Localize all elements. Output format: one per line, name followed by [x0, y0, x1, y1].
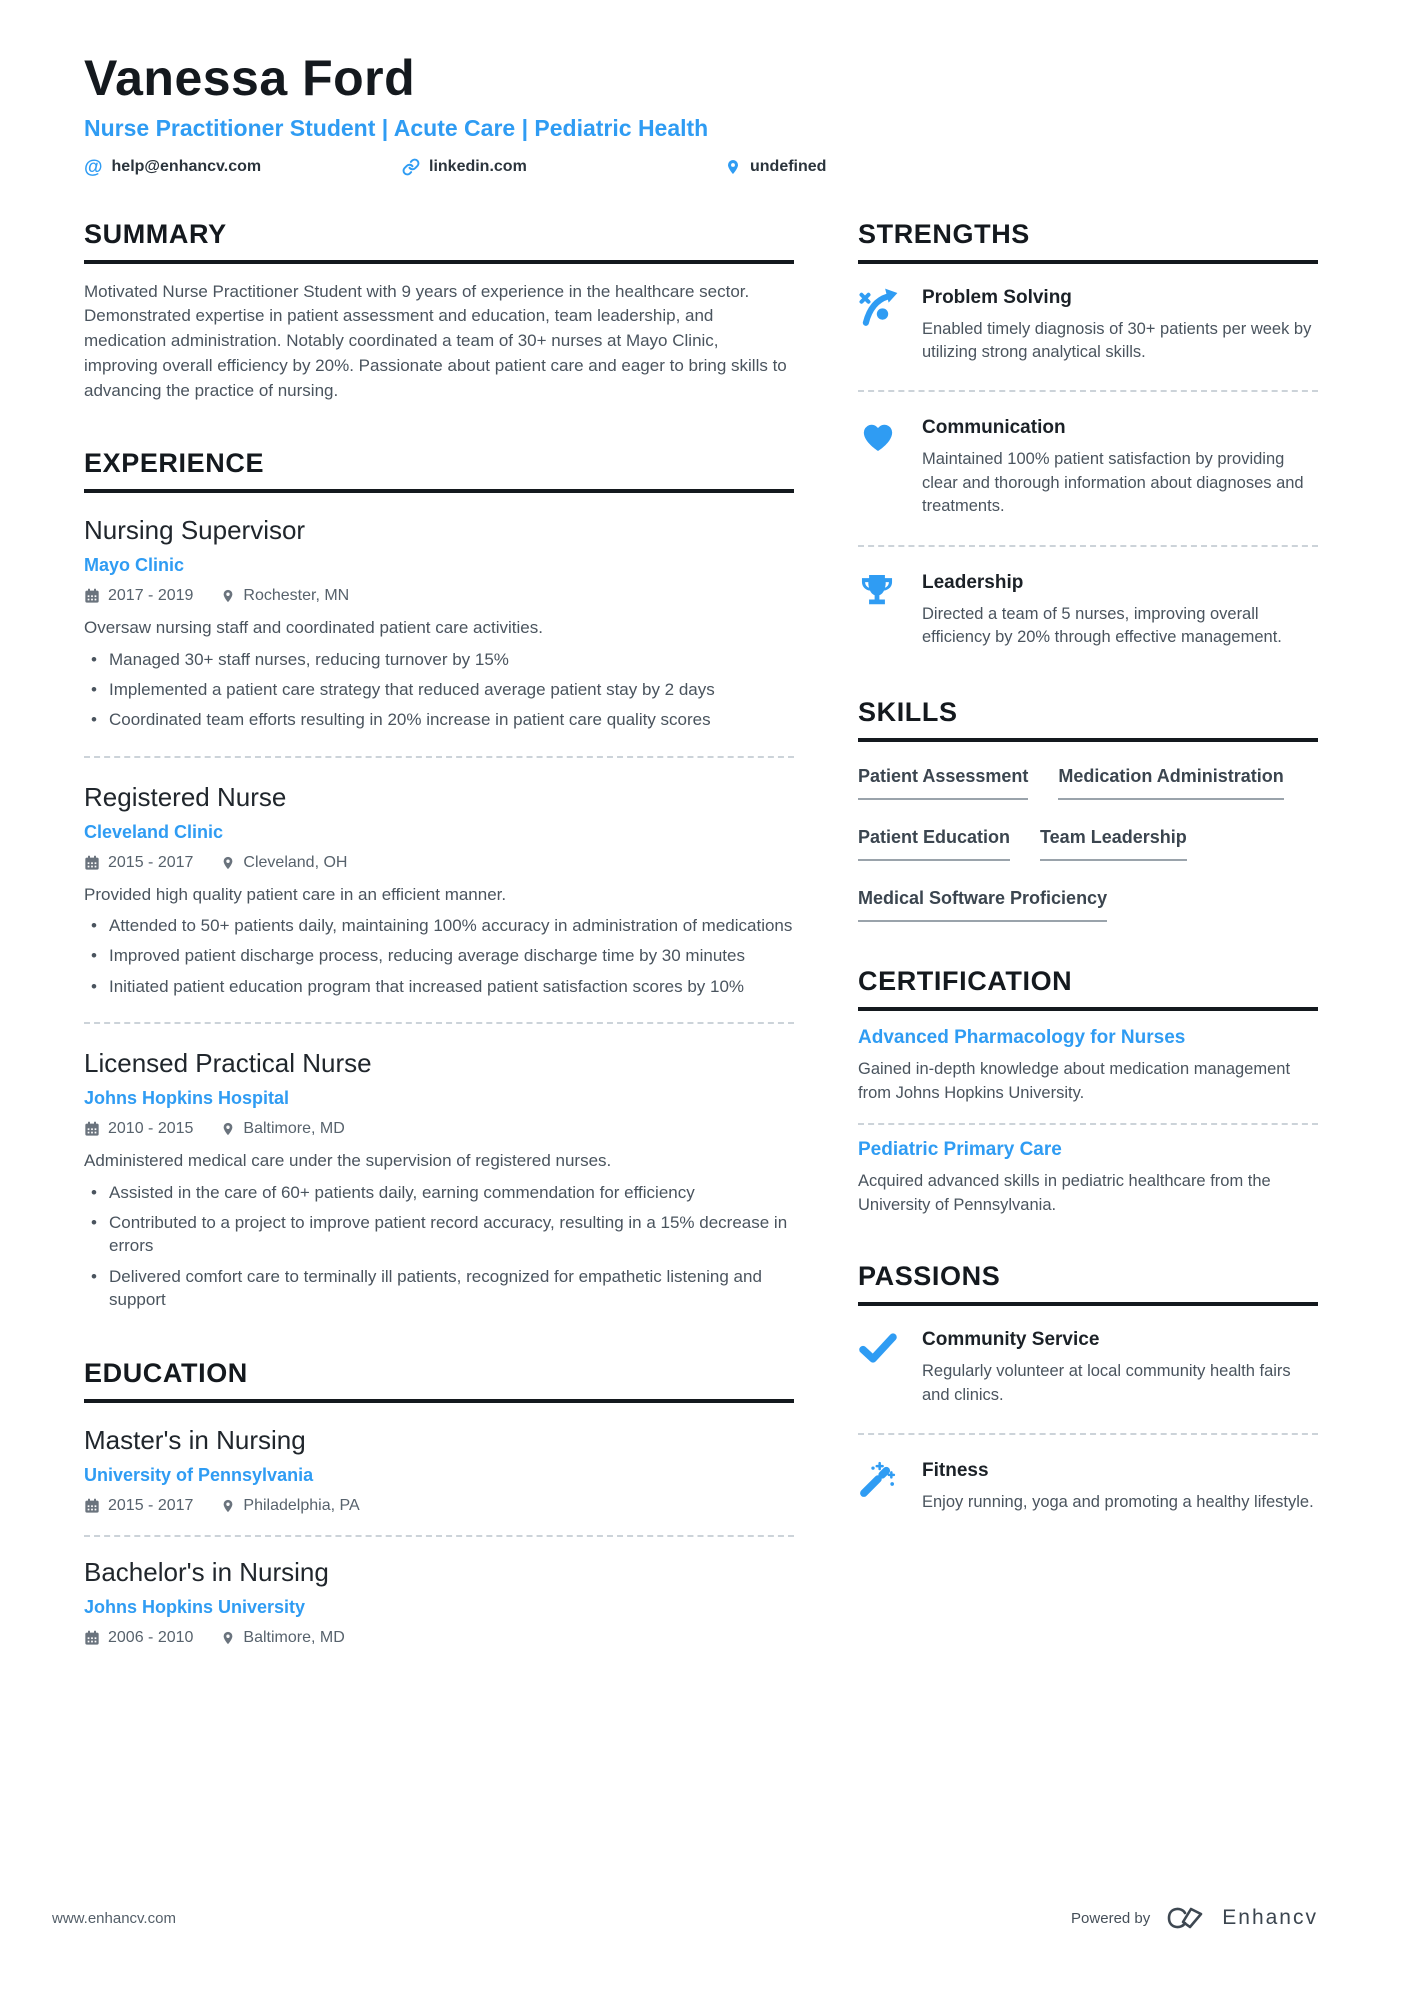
certification-text: Acquired advanced skills in pediatric healthcare from the University of Pennsylvania.: [858, 1172, 1271, 1214]
education-section: [84, 1358, 794, 1649]
page-footer: [52, 1903, 1318, 1933]
contact-location: [725, 158, 826, 176]
content-columns: [0, 219, 1410, 1693]
location-pin-icon: [221, 1498, 235, 1514]
job-title: Licensed Practical Nurse: [84, 1048, 372, 1079]
skill-tag: Team Leadership: [1040, 827, 1187, 861]
strengths-heading: STRENGTHS: [858, 219, 1318, 264]
location: [221, 587, 349, 605]
bullet-list: [84, 1181, 794, 1312]
bullet-list: [84, 648, 794, 732]
summary-heading: SUMMARY: [84, 219, 794, 264]
location-text: Rochester, MN: [243, 587, 350, 605]
left-column: [84, 219, 794, 1693]
company-name: Cleveland Clinic: [84, 821, 224, 842]
check-icon: [858, 1326, 900, 1407]
certification-title: Pediatric Primary Care: [858, 1139, 1062, 1161]
bullet-item: • Assisted in the care of 60+ patients daily, earning commendation for efficiency: [84, 1181, 794, 1204]
contact-linkedin[interactable]: [402, 158, 725, 176]
date-range: [84, 1120, 193, 1138]
job-title: Registered Nurse: [84, 781, 287, 812]
strength-item: [858, 410, 1318, 522]
education-entry: [84, 1551, 794, 1649]
location-pin-icon: [221, 855, 235, 871]
bullet-item: • Managed 30+ staff nurses, reducing turnover by 15%: [84, 648, 794, 671]
entry-divider: [84, 756, 794, 758]
job-description: Oversaw nursing staff and coordinated patient care activities.: [84, 618, 543, 638]
passions-heading: PASSIONS: [858, 1261, 1318, 1306]
bullet-item: • Attended to 50+ patients daily, maintaining 100% accuracy in administration of medications: [84, 914, 794, 937]
skills-list: [858, 758, 1318, 922]
certification-title: Advanced Pharmacology for Nurses: [858, 1027, 1186, 1049]
strength-text: Enabled timely diagnosis of 30+ patients per week by utilizing strong analytical skills.: [922, 319, 1312, 361]
experience-heading: EXPERIENCE: [84, 448, 794, 493]
passion-body: [922, 1326, 1318, 1407]
at-icon: @: [84, 156, 103, 178]
resume-header: [0, 0, 1410, 177]
experience-entry: [84, 509, 794, 733]
passion-text: Regularly volunteer at local community health fairs and clinics.: [922, 1362, 1291, 1404]
school-name: Johns Hopkins University: [84, 1596, 306, 1617]
skill-tag: Patient Education: [858, 827, 1010, 861]
skill-tag: Medication Administration: [1058, 766, 1283, 800]
strength-item: [858, 565, 1318, 654]
bullet-item: • Implemented a patient care strategy that reduced average patient stay by 2 days: [84, 678, 794, 701]
bullet-item: • Contributed to a project to improve patient record accuracy, resulting in a 15% decrease in errors: [84, 1211, 794, 1258]
education-entry: [84, 1419, 794, 1517]
magic-wand-icon: [858, 1457, 900, 1514]
experience-section: [84, 448, 794, 1313]
location-pin-icon: [221, 588, 235, 604]
location: [221, 854, 347, 872]
bullet-item: • Initiated patient education program that increased patient satisfaction scores by 10%: [84, 975, 794, 998]
school-name: University of Pennsylvania: [84, 1464, 314, 1485]
experience-entry: [84, 776, 794, 1000]
degree-title: Master's in Nursing: [84, 1424, 306, 1455]
location-pin-icon: [725, 158, 741, 176]
powered-by-brand: [1071, 1903, 1318, 1933]
location-pin-icon: [221, 1121, 235, 1137]
strength-body: [922, 414, 1318, 518]
job-description: Administered medical care under the supervision of registered nurses.: [84, 1151, 612, 1171]
passion-body: [922, 1457, 1314, 1514]
link-icon: [402, 158, 420, 176]
location-text: Cleveland, OH: [243, 853, 348, 871]
job-description: Provided high quality patient care in an efficient manner.: [84, 884, 507, 904]
date-range: [84, 587, 193, 605]
contact-linkedin-text: linkedin.com: [429, 158, 527, 175]
certification-text: Gained in-depth knowledge about medication management from Johns Hopkins University.: [858, 1060, 1291, 1102]
job-title: Nursing Supervisor: [84, 515, 306, 546]
date-range: [84, 1629, 193, 1647]
right-column: [858, 219, 1318, 1693]
calendar-icon: [84, 588, 100, 604]
entry-meta: [84, 1629, 794, 1647]
strength-title: Communication: [922, 417, 1066, 439]
strength-title: Leadership: [922, 571, 1024, 593]
passion-item: [858, 1322, 1318, 1411]
trophy-icon: [858, 569, 900, 650]
location: [221, 1120, 344, 1138]
date-text: 2015 - 2017: [108, 1496, 194, 1514]
strategy-icon: [858, 284, 900, 365]
location: [221, 1497, 359, 1515]
date-text: 2006 - 2010: [108, 1628, 194, 1646]
passion-title: Fitness: [922, 1459, 989, 1481]
entry-meta: [84, 587, 794, 605]
bullet-list: [84, 914, 794, 998]
skill-tag: Patient Assessment: [858, 766, 1028, 800]
item-divider: [858, 390, 1318, 392]
location-text: Baltimore, MD: [243, 1120, 345, 1138]
summary-section: [84, 219, 794, 405]
calendar-icon: [84, 855, 100, 871]
calendar-icon: [84, 1498, 100, 1514]
entry-meta: [84, 1120, 794, 1138]
company-name: Johns Hopkins Hospital: [84, 1088, 290, 1109]
passion-title: Community Service: [922, 1329, 1100, 1351]
contact-location-text: undefined: [750, 158, 827, 175]
date-range: [84, 854, 193, 872]
contact-email-text: help@enhancv.com: [111, 158, 262, 175]
calendar-icon: [84, 1121, 100, 1137]
education-heading: EDUCATION: [84, 1358, 794, 1403]
company-name: Mayo Clinic: [84, 555, 185, 576]
bullet-item: • Delivered comfort care to terminally ill patients, recognized for empathetic listening and support: [84, 1265, 794, 1312]
strength-body: [922, 284, 1318, 365]
summary-text: Motivated Nurse Practitioner Student with 9 years of experience in the healthcare sector. Demonstrated expertise in patient assessment and education, team leadership, and medication administration. Notably coordinated a team of 30+ nurses at Mayo Clinic, improving overall efficiency by 20%. Passionate about patient care and eager to bring skills to advancing the practice of nursing.: [84, 281, 787, 401]
strength-text: Directed a team of 5 nurses, improving overall efficiency by 20% through effective management.: [922, 604, 1282, 647]
item-divider: [858, 1123, 1318, 1125]
person-headline: Nurse Practitioner Student | Acute Care | Pediatric Health: [84, 114, 709, 141]
calendar-icon: [84, 1630, 100, 1646]
certification-heading: CERTIFICATION: [858, 966, 1318, 1011]
certification-item: [858, 1027, 1318, 1105]
brand-name: Enhancv: [1222, 1906, 1318, 1929]
contact-row: [84, 158, 1318, 177]
entry-meta: [84, 1497, 794, 1515]
date-range: [84, 1497, 193, 1515]
item-divider: [858, 1433, 1318, 1435]
passion-item: [858, 1453, 1318, 1518]
person-name: Vanessa Ford: [84, 50, 416, 106]
date-text: 2017 - 2019: [108, 587, 194, 605]
entry-divider: [84, 1535, 794, 1537]
entry-meta: [84, 854, 794, 872]
certification-item: [858, 1139, 1318, 1217]
strength-text: Maintained 100% patient satisfaction by providing clear and thorough information about diagnoses and treatments.: [922, 450, 1304, 516]
skills-heading: SKILLS: [858, 697, 1318, 742]
enhancv-site-link[interactable]: www.enhancv.com: [52, 1909, 176, 1927]
entry-divider: [84, 1022, 794, 1024]
strength-body: [922, 569, 1318, 650]
location-text: Philadelphia, PA: [243, 1496, 360, 1514]
date-text: 2010 - 2015: [108, 1120, 194, 1138]
experience-entry: [84, 1042, 794, 1313]
location: [221, 1629, 344, 1647]
item-divider: [858, 545, 1318, 547]
bullet-item: • Improved patient discharge process, reducing average discharge time by 30 minutes: [84, 944, 794, 967]
passions-section: [858, 1261, 1318, 1518]
strengths-section: [858, 219, 1318, 654]
strength-item: [858, 280, 1318, 369]
skill-tag: Medical Software Proficiency: [858, 888, 1107, 922]
location-pin-icon: [221, 1630, 235, 1646]
enhancv-logo-icon: [1162, 1903, 1210, 1933]
contact-email: [84, 158, 402, 177]
degree-title: Bachelor's in Nursing: [84, 1556, 329, 1587]
passion-text: Enjoy running, yoga and promoting a healthy lifestyle.: [922, 1492, 1314, 1511]
certification-section: [858, 966, 1318, 1217]
skills-section: [858, 697, 1318, 922]
location-text: Baltimore, MD: [243, 1628, 345, 1646]
date-text: 2015 - 2017: [108, 853, 194, 871]
heart-icon: [858, 414, 900, 518]
powered-by-label: Powered by: [1071, 1909, 1151, 1927]
strength-title: Problem Solving: [922, 286, 1072, 308]
bullet-item: • Coordinated team efforts resulting in 20% increase in patient care quality scores: [84, 708, 794, 731]
